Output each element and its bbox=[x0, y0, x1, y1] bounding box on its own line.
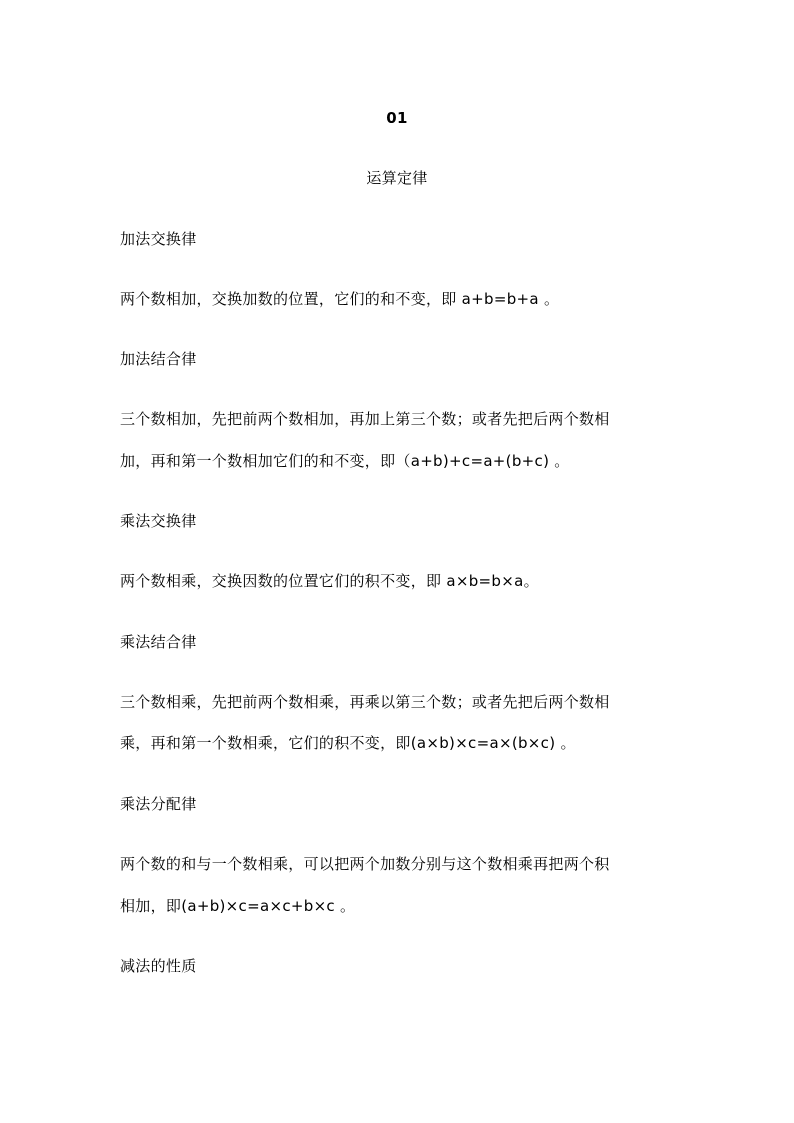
paragraph-line: 乘，再和第一个数相乘，它们的积不变，即(a×b)×c=a×(b×c) 。 bbox=[120, 734, 576, 752]
section-heading-addition-associative: 加法结合律 bbox=[120, 350, 197, 368]
paragraph-line: 两个数相加，交换加数的位置，它们的和不变，即 a+b=b+a 。 bbox=[120, 290, 560, 308]
section-heading-subtraction-property: 减法的性质 bbox=[120, 957, 197, 975]
section-heading-multiplication-distributive: 乘法分配律 bbox=[120, 795, 197, 813]
section-heading-multiplication-commutative: 乘法交换律 bbox=[120, 512, 197, 530]
section-number: 01 bbox=[386, 109, 408, 127]
paragraph-line: 两个数的和与一个数相乘，可以把两个加数分别与这个数相乘再把两个积 bbox=[120, 855, 610, 873]
section-heading-addition-commutative: 加法交换律 bbox=[120, 230, 197, 248]
paragraph-line: 加，再和第一个数相加它们的和不变，即（a+b)+c=a+(b+c) 。 bbox=[120, 452, 570, 470]
paragraph-line: 相加，即(a+b)×c=a×c+b×c 。 bbox=[120, 897, 356, 915]
paragraph-line: 三个数相加，先把前两个数相加，再加上第三个数；或者先把后两个数相 bbox=[120, 410, 610, 428]
paragraph-line: 两个数相乘，交换因数的位置它们的积不变，即 a×b=b×a。 bbox=[120, 572, 539, 590]
paragraph-line: 三个数相乘，先把前两个数相乘，再乘以第三个数；或者先把后两个数相 bbox=[120, 693, 610, 711]
section-heading-multiplication-associative: 乘法结合律 bbox=[120, 633, 197, 651]
page-title: 运算定律 bbox=[366, 169, 428, 187]
